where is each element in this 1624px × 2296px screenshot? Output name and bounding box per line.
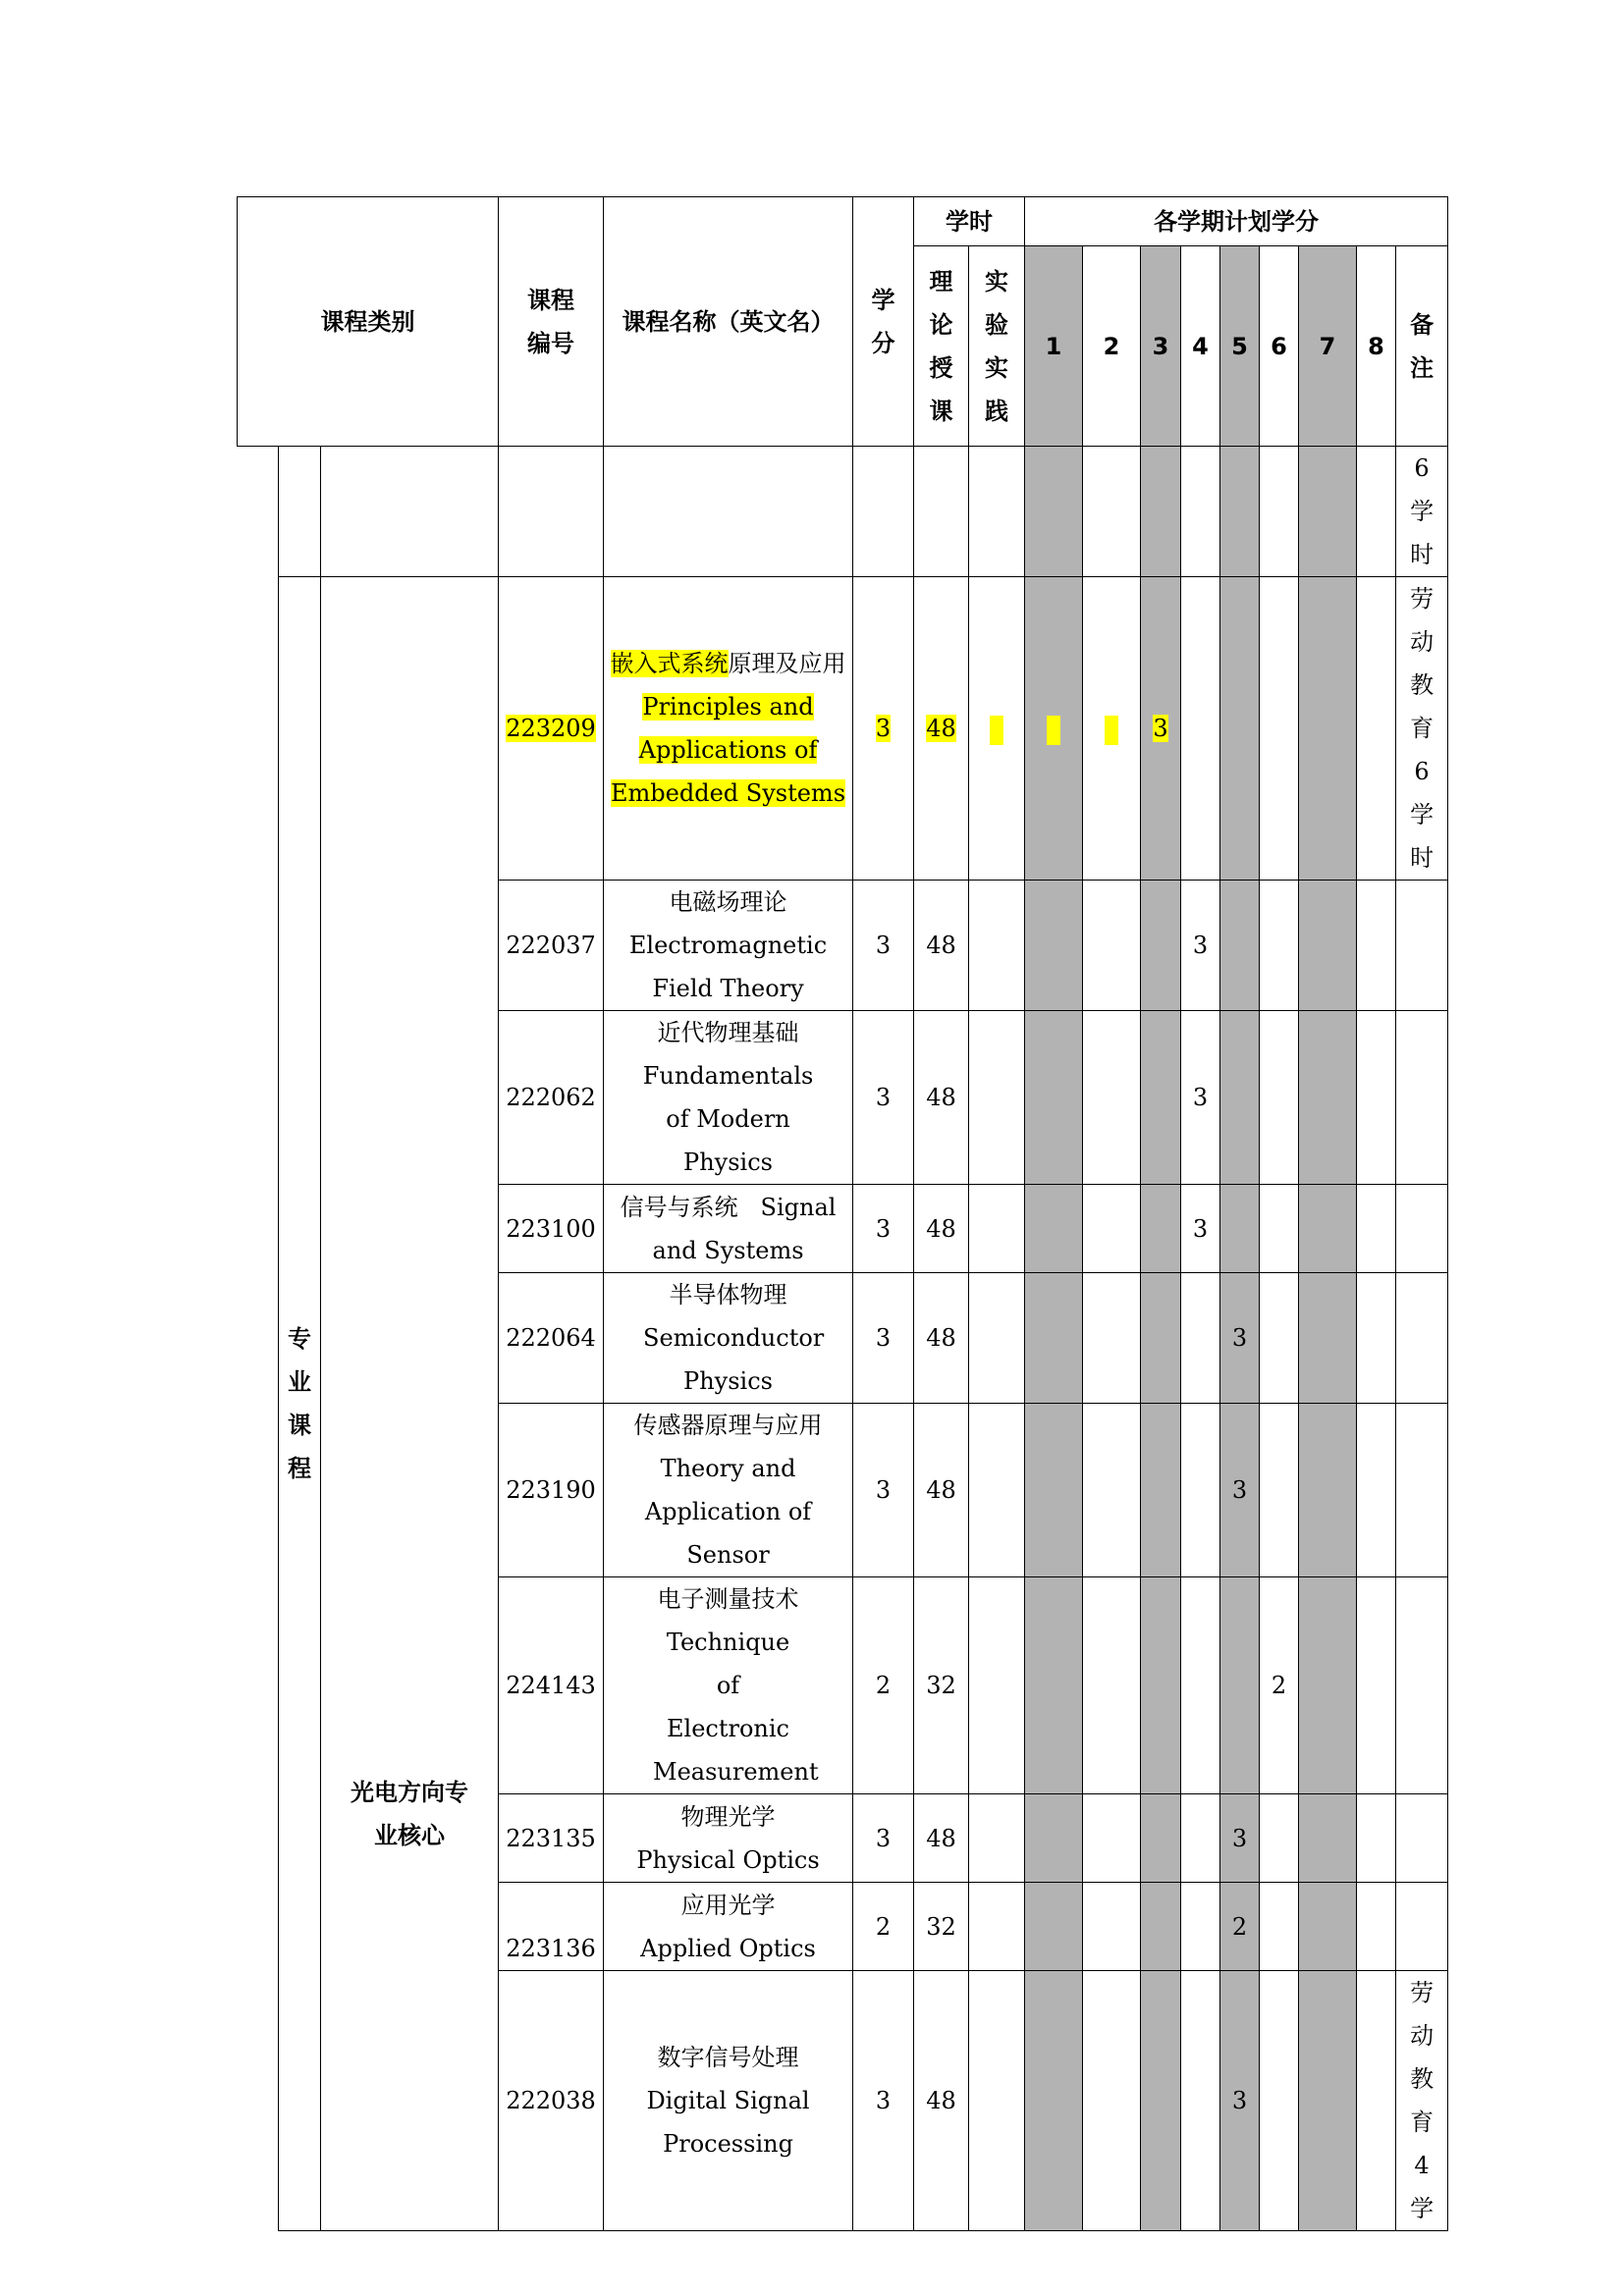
header-semester-4: 4	[1181, 246, 1220, 447]
remark-cell	[1396, 1577, 1448, 1794]
sem7-cell	[1299, 1883, 1357, 1971]
sem2-cell	[1083, 1185, 1141, 1273]
sem5-cell	[1220, 1011, 1260, 1185]
sem4-cell: 3	[1181, 1185, 1220, 1273]
theory-cell: 48	[914, 1011, 969, 1185]
practice-cell	[969, 1971, 1025, 2231]
sem7-cell	[1299, 1971, 1357, 2231]
sem8-cell	[1357, 1404, 1396, 1577]
sem6-cell	[1260, 447, 1299, 577]
practice-cell	[969, 577, 1025, 881]
sem7-cell	[1299, 1404, 1357, 1577]
credit-cell: 3	[853, 1794, 914, 1883]
sem4-cell: 3	[1181, 881, 1220, 1011]
code-cell: 222037	[499, 881, 604, 1011]
sem8-cell	[1357, 447, 1396, 577]
practice-cell	[969, 1011, 1025, 1185]
sem8-cell	[1357, 1883, 1396, 1971]
sem1-cell	[1025, 1794, 1083, 1883]
theory-cell: 48	[914, 1971, 969, 2231]
name-cell: 半导体物理 Semiconductor Physics	[604, 1273, 853, 1404]
category-sub-cont	[321, 447, 499, 577]
sem4-cell	[1181, 1577, 1220, 1794]
code-cell: 223209	[499, 577, 604, 881]
sem8-cell	[1357, 1185, 1396, 1273]
sem8-cell	[1357, 881, 1396, 1011]
sem5-cell: 3	[1220, 1404, 1260, 1577]
sem2-cell	[1083, 447, 1141, 577]
category-main-cont	[279, 447, 321, 577]
header-category: 课程类别	[238, 197, 499, 447]
practice-cell	[969, 447, 1025, 577]
sem5-cell	[1220, 577, 1260, 881]
sem8-cell	[1357, 1794, 1396, 1883]
sem3-cell	[1141, 1011, 1181, 1185]
practice-cell	[969, 1883, 1025, 1971]
credit-cell: 3	[853, 1273, 914, 1404]
theory-cell: 48	[914, 577, 969, 881]
credit-cell: 3	[853, 577, 914, 881]
name-cell: 数字信号处理 Digital Signal Processing	[604, 1971, 853, 2231]
sem2-cell	[1083, 1794, 1141, 1883]
remark-cell: 6学时	[1396, 447, 1448, 577]
sem7-cell	[1299, 447, 1357, 577]
header-semester-6: 6	[1260, 246, 1299, 447]
category-main: 专业课程	[279, 577, 321, 2231]
code-cell: 222038	[499, 1971, 604, 2231]
remark-cell	[1396, 1273, 1448, 1404]
code-cell: 224143	[499, 1577, 604, 1794]
sem3-cell	[1141, 1404, 1181, 1577]
sem2-cell	[1083, 1011, 1141, 1185]
sem6-cell	[1260, 1273, 1299, 1404]
header-semester-5: 5	[1220, 246, 1260, 447]
sem1-cell	[1025, 881, 1083, 1011]
name-cell: 近代物理基础 Fundamentals of Modern Physics	[604, 1011, 853, 1185]
code-cell: 223136	[499, 1883, 604, 1971]
header-code: 课程编号	[499, 197, 604, 447]
sem7-cell	[1299, 1273, 1357, 1404]
header-credit: 学分	[853, 197, 914, 447]
credit-cell: 3	[853, 1185, 914, 1273]
sem6-cell	[1260, 1185, 1299, 1273]
practice-cell	[969, 1273, 1025, 1404]
remark-cell: 劳动教育4学	[1396, 1971, 1448, 2231]
code-cell: 223190	[499, 1404, 604, 1577]
sem6-cell	[1260, 1971, 1299, 2231]
sem5-cell	[1220, 1185, 1260, 1273]
sem6-cell	[1260, 1011, 1299, 1185]
name-cell: 传感器原理与应用 Theory and Application of Sensor	[604, 1404, 853, 1577]
sem8-cell	[1357, 1273, 1396, 1404]
remark-cell	[1396, 1404, 1448, 1577]
sem4-cell: 3	[1181, 1011, 1220, 1185]
sem1-cell	[1025, 1577, 1083, 1794]
credit-cell: 3	[853, 1404, 914, 1577]
remark-cell	[1396, 1185, 1448, 1273]
sem7-cell	[1299, 1794, 1357, 1883]
remark-cell	[1396, 1011, 1448, 1185]
sem4-cell	[1181, 447, 1220, 577]
theory-cell: 48	[914, 881, 969, 1011]
header-theory: 理论授课	[914, 246, 969, 447]
practice-cell	[969, 1404, 1025, 1577]
sem4-cell	[1181, 1883, 1220, 1971]
curriculum-sheet	[237, 196, 1447, 2222]
credit-cell: 3	[853, 1011, 914, 1185]
name-cell: 物理光学 Physical Optics	[604, 1794, 853, 1883]
table-row	[238, 577, 1448, 881]
credit-cell	[853, 447, 914, 577]
sem3-cell	[1141, 881, 1181, 1011]
sem4-cell	[1181, 1971, 1220, 2231]
sem3-cell	[1141, 1577, 1181, 1794]
sem7-cell	[1299, 577, 1357, 881]
theory-cell: 48	[914, 1794, 969, 1883]
sem1-cell	[1025, 1883, 1083, 1971]
code-cell	[499, 447, 604, 577]
theory-cell	[914, 447, 969, 577]
sem3-cell	[1141, 1185, 1181, 1273]
theory-cell: 48	[914, 1273, 969, 1404]
sem3-cell	[1141, 1883, 1181, 1971]
sem7-cell	[1299, 1577, 1357, 1794]
sem7-cell	[1299, 881, 1357, 1011]
sem6-cell	[1260, 881, 1299, 1011]
sem2-cell	[1083, 1273, 1141, 1404]
header-semester-8: 8	[1357, 246, 1396, 447]
theory-cell: 48	[914, 1404, 969, 1577]
sem6-cell	[1260, 1883, 1299, 1971]
practice-cell	[969, 1794, 1025, 1883]
theory-cell: 32	[914, 1577, 969, 1794]
gutter-cell	[238, 577, 279, 2231]
sem1-cell	[1025, 1971, 1083, 2231]
sem8-cell	[1357, 1011, 1396, 1185]
credit-cell: 3	[853, 881, 914, 1011]
sem4-cell	[1181, 1794, 1220, 1883]
header-semester-1: 1	[1025, 246, 1083, 447]
sem3-cell	[1141, 1971, 1181, 2231]
remark-cell	[1396, 1883, 1448, 1971]
name-cell: 应用光学 Applied Optics	[604, 1883, 853, 1971]
sem2-cell	[1083, 577, 1141, 881]
header-name: 课程名称（英文名）	[604, 197, 853, 447]
sem2-cell	[1083, 881, 1141, 1011]
sem1-cell	[1025, 447, 1083, 577]
sem7-cell	[1299, 1185, 1357, 1273]
code-cell: 223100	[499, 1185, 604, 1273]
header-remark: 备注	[1396, 246, 1448, 447]
remark-cell	[1396, 881, 1448, 1011]
sem5-cell: 3	[1220, 1971, 1260, 2231]
header-semester-7: 7	[1299, 246, 1357, 447]
sem2-cell	[1083, 1971, 1141, 2231]
sem8-cell	[1357, 577, 1396, 881]
sem1-cell	[1025, 1011, 1083, 1185]
code-cell: 222062	[499, 1011, 604, 1185]
sem6-cell	[1260, 577, 1299, 881]
header-semester-3: 3	[1141, 246, 1181, 447]
header-semester-2: 2	[1083, 246, 1141, 447]
name-cell: 嵌入式系统原理及应用 Principles and Applications of Embedded Systems	[604, 577, 853, 881]
remark-cell: 劳动教育6学时	[1396, 577, 1448, 881]
sem6-cell	[1260, 1794, 1299, 1883]
header-row-top	[238, 197, 1448, 246]
gutter-cell	[238, 447, 279, 577]
sem2-cell	[1083, 1883, 1141, 1971]
name-cell: 信号与系统 Signal and Systems	[604, 1185, 853, 1273]
header-semester-plan: 各学期计划学分	[1025, 197, 1448, 246]
table-row-carryover	[238, 447, 1448, 577]
sem1-cell	[1025, 1404, 1083, 1577]
sem3-cell	[1141, 1273, 1181, 1404]
theory-cell: 32	[914, 1883, 969, 1971]
practice-cell	[969, 1185, 1025, 1273]
credit-cell: 2	[853, 1577, 914, 1794]
sem5-cell: 3	[1220, 1794, 1260, 1883]
sem6-cell	[1260, 1404, 1299, 1577]
practice-cell	[969, 1577, 1025, 1794]
sem4-cell	[1181, 577, 1220, 881]
category-sub: 光电方向专业核心	[321, 577, 499, 2231]
sem6-cell: 2	[1260, 1577, 1299, 1794]
sem8-cell	[1357, 1971, 1396, 2231]
sem3-cell	[1141, 447, 1181, 577]
sem5-cell: 2	[1220, 1883, 1260, 1971]
theory-cell: 48	[914, 1185, 969, 1273]
curriculum-table	[237, 196, 1448, 2231]
sem5-cell: 3	[1220, 1273, 1260, 1404]
code-cell: 223135	[499, 1794, 604, 1883]
credit-cell: 3	[853, 1971, 914, 2231]
sem1-cell	[1025, 1273, 1083, 1404]
sem2-cell	[1083, 1404, 1141, 1577]
sem3-cell	[1141, 1794, 1181, 1883]
sem1-cell	[1025, 577, 1083, 881]
sem4-cell	[1181, 1404, 1220, 1577]
sem4-cell	[1181, 1273, 1220, 1404]
header-hours: 学时	[914, 197, 1025, 246]
sem5-cell	[1220, 881, 1260, 1011]
sem7-cell	[1299, 1011, 1357, 1185]
sem1-cell	[1025, 1185, 1083, 1273]
name-cell: 电子测量技术 Technique of Electronic Measurement	[604, 1577, 853, 1794]
code-cell: 222064	[499, 1273, 604, 1404]
credit-cell: 2	[853, 1883, 914, 1971]
sem5-cell	[1220, 1577, 1260, 1794]
name-cell: 电磁场理论 Electromagnetic Field Theory	[604, 881, 853, 1011]
sem2-cell	[1083, 1577, 1141, 1794]
sem3-cell: 3	[1141, 577, 1181, 881]
practice-cell	[969, 881, 1025, 1011]
name-cell	[604, 447, 853, 577]
remark-cell	[1396, 1794, 1448, 1883]
header-practice: 实验实践	[969, 246, 1025, 447]
sem5-cell	[1220, 447, 1260, 577]
sem8-cell	[1357, 1577, 1396, 1794]
